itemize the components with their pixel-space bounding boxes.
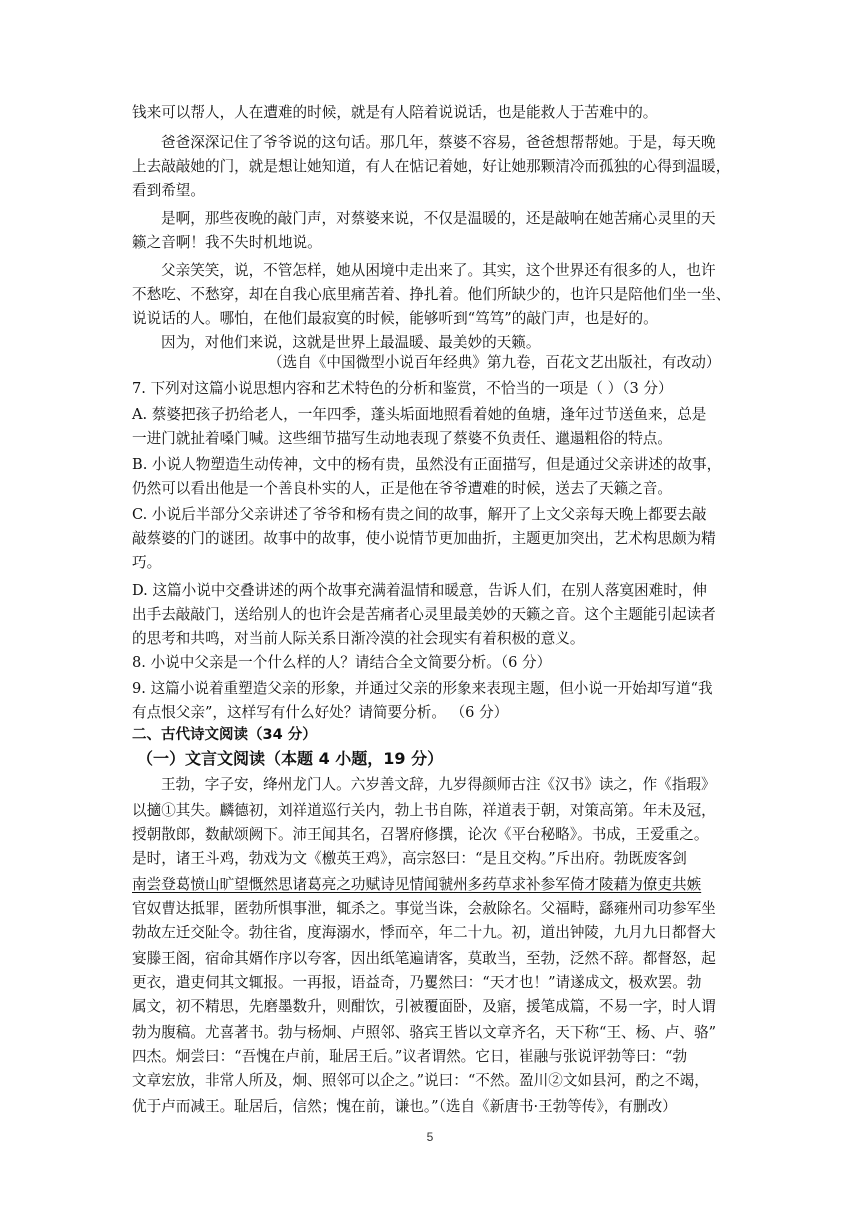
question-8: 8. 小说中父亲是一个什么样的人？请结合全文简要分析。（6 分）	[132, 654, 552, 671]
text-line: 说说话的人。哪怕，在他们最寂寞的时候，能够听到“笃笃”的敲门声，也是好的。	[132, 310, 658, 327]
option-d: D. 这篇小说中交叠讲述的两个故事充满着温情和暖意，告诉人们，在别人落寞困难时，伸	[132, 582, 708, 599]
passage-line: 优于卢而减王。耻居后，信然；愧在前，谦也。”（选自《新唐书·王勃等传》，有删改）	[132, 1098, 677, 1115]
option-d-cont: 的思考和共鸣，对当前人际关系日渐冷漠的社会现实有着积极的意义。	[132, 630, 585, 647]
option-b: B. 小说人物塑造生动传神，文中的杨有贵，虽然没有正面描写，但是通过父亲讲述的故事，	[132, 456, 722, 473]
passage-line-underlined: 南尝登葛愤山旷望慨然思诸葛亮之功赋诗见情闻虢州多药草求补参军倚才陵藉为僚吏共嫉	[132, 876, 702, 893]
passage-line: 官奴曹达抵罪，匿勃所惧事泄，辄杀之。事觉当诛，会赦除名。父福畤，繇雍州司功参军坐	[132, 900, 716, 917]
option-c-cont: 巧。	[132, 554, 162, 571]
passage-line: 勃故左迁交阯令。勃往省，度海溺水，悸而卒，年二十九。初，道出钟陵，九月九日都督大	[132, 924, 716, 941]
source-citation: （选自《中国微型小说百年经典》第九卷，百花文艺出版社，有改动）	[268, 354, 721, 371]
option-a: A. 蔡婆把孩子扔给老人，一年四季，蓬头垢面地照看着她的鱼塘，逢年过节送鱼来，总是	[132, 406, 707, 423]
passage-line: 宴滕王阁，宿命其婿作序以夸客，因出纸笔遍请客，莫敢当，至勃，泛然不辞。都督怒，起	[132, 950, 716, 967]
passage-line: 属文，初不精思，先磨墨数升，则酣饮，引被覆面卧，及寤，援笔成篇，不易一字，时人谓	[132, 998, 716, 1015]
passage-line: 是时，诸王斗鸡，勃戏为文《檄英王鸡》，高宗怒曰：“是且交构。”斥出府。勃既废客剑	[132, 850, 687, 867]
text-line: 籁之音啊！我不失时机地说。	[132, 234, 322, 251]
passage-line: 勃为腹稿。尤喜著书。勃与杨炯、卢照邻、骆宾王皆以文章齐名，天下称“王、杨、卢、骆”	[132, 1024, 717, 1041]
text-line: 看到希望。	[132, 182, 205, 199]
option-b-cont: 仍然可以看出他是一个善良朴实的人，正是他在爷爷遭难的时候，送去了天籁之音。	[132, 480, 672, 497]
passage-line: 授朝散郎，数献颂阙下。沛王闻其名，召署府修撰，论次《平台秘略》。书成，王爱重之。	[132, 826, 709, 843]
option-d-cont: 出手去敲敲门，送给别人的也许会是苦痛者心灵里最美妙的天籁之音。这个主题能引起读者	[132, 606, 716, 623]
question-9-cont: 有点恨父亲”，这样写有什么好处？请简要分析。 （6 分）	[132, 704, 509, 721]
passage-line: 王勃，字子安，绛州龙门人。六岁善文辞，九岁得颜师古注《汉书》读之，作《指瑕》	[161, 776, 716, 793]
text-line: 爸爸深深记住了爷爷说的这句话。那几年，蔡婆不容易，爸爸想帮帮她。于是，每天晚	[161, 134, 716, 151]
option-c: C. 小说后半部分父亲讲述了爷爷和杨有贵之间的故事，解开了上文父亲每天晚上都要去敲	[132, 506, 707, 523]
option-c-cont: 敲蔡婆的门的谜团。故事中的故事，使小说情节更加曲折，主题更加突出，艺术构思颇为精	[132, 530, 716, 547]
question-9: 9. 这篇小说着重塑造父亲的形象，并通过父亲的形象来表现主题，但小说一开始却写道“我	[132, 680, 713, 697]
text-line: 钱来可以帮人，人在遭难的时候，就是有人陪着说说话，也是能救人于苦难中的。	[132, 104, 658, 121]
text-line: 因为，对他们来说，这就是世界上最温暖、最美妙的天籁。	[161, 334, 541, 351]
passage-line: 更衣，遣吏伺其文辄报。一再报，语益奇，乃矍然曰：“天才也！”请遂成文，极欢罢。勃	[132, 974, 702, 991]
text-line: 不愁吃、不愁穿，却在自我心底里痛苦着、挣扎着。他们所缺少的，也许只是陪他们坐一坐、	[132, 286, 731, 303]
section-heading: 二、古代诗文阅读（34 分）	[132, 727, 317, 743]
text-line: 是啊，那些夜晚的敲门声，对蔡婆来说，不仅是温暖的，还是敲响在她苦痛心灵里的天	[161, 210, 716, 227]
passage-line: 以擿①其失。麟德初，刘祥道巡行关内，勃上书自陈，祥道表于朝，对策高第。年未及冠，	[132, 802, 716, 819]
question-7: 7. 下列对这篇小说思想内容和艺术特色的分析和鉴赏，不恰当的一项是（ ）（3 分）	[132, 380, 673, 397]
passage-line: 四杰。炯尝曰：“吾愧在卢前，耻居王后。”议者谓然。它日，崔融与张说评勃等曰：“勃	[132, 1048, 688, 1065]
option-a-cont: 一进门就扯着嗓门喊。这些细节描写生动地表现了蔡婆不负责任、邋遢粗俗的特点。	[132, 430, 672, 447]
text-line: 父亲笑笑，说，不管怎样，她从困境中走出来了。其实，这个世界还有很多的人，也许	[161, 262, 716, 279]
passage-line: 文章宏放，非常人所及，炯、照邻可以企之。”说曰：“不然。盈川②文如县河，酌之不竭，	[132, 1072, 709, 1089]
subsection-heading: （一）文言文阅读（本题 4 小题，19 分）	[137, 749, 444, 768]
text-line: 上去敲敲她的门，就是想让她知道，有人在惦记着她，好让她那颗清冷而孤独的心得到温暖，	[132, 158, 731, 175]
page-number: 5	[426, 1130, 434, 1144]
